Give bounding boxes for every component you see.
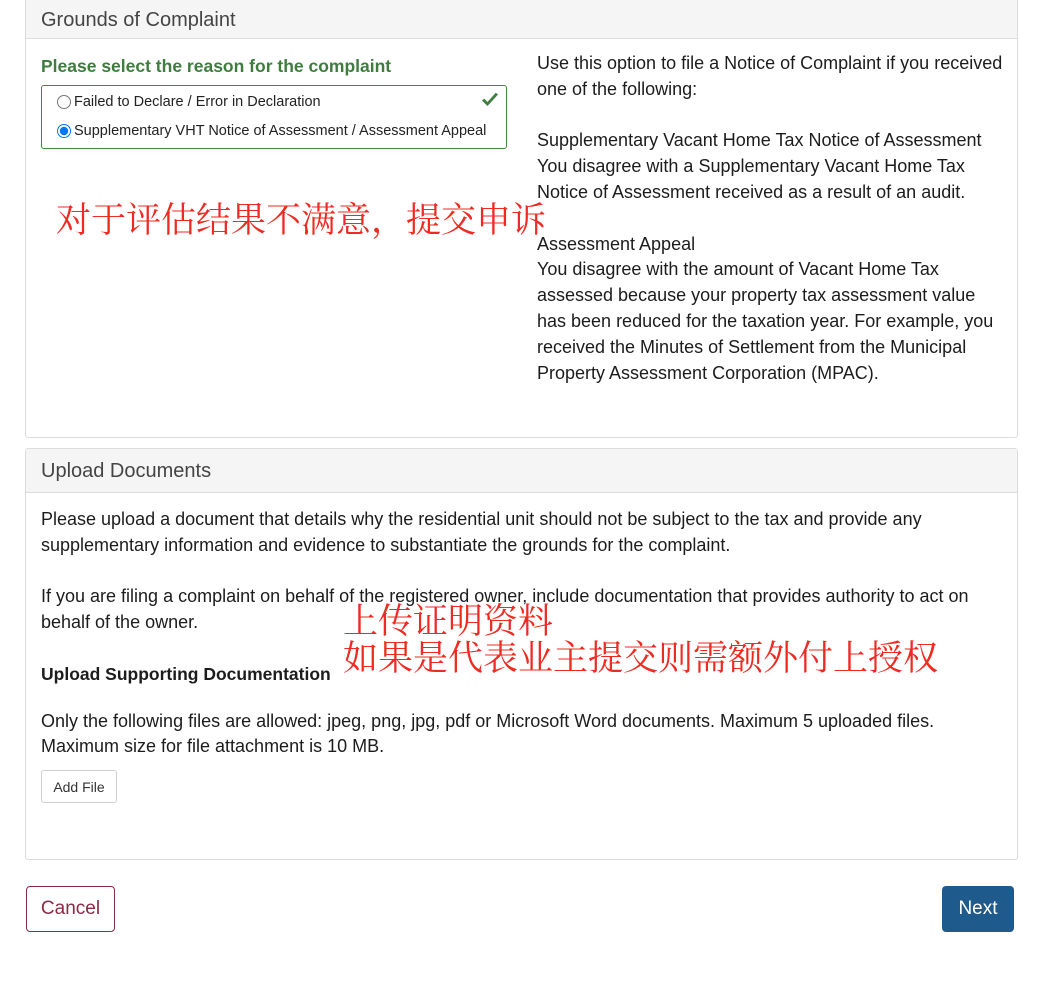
annotation-upload-note: 上传证明资料 bbox=[343, 602, 554, 642]
annotation-authorization-note: 如果是代表业主提交则需额外付上授权 bbox=[343, 639, 939, 679]
radio-label-supplementary-vht: Supplementary VHT Notice of Assessment / Assessment Appeal bbox=[74, 123, 487, 139]
reason-select-title: Please select the reason for the complaint bbox=[41, 56, 392, 76]
info-section1-title: Supplementary Vacant Home Tax Notice of Assessment bbox=[537, 130, 982, 151]
complaint-info-text bbox=[537, 51, 1007, 386]
radio-option-supplementary-vht[interactable] bbox=[57, 123, 486, 139]
upload-header bbox=[26, 449, 1017, 493]
annotation-complaint-note: 对于评估结果不满意，提交申诉 bbox=[56, 201, 547, 241]
reason-radio-group bbox=[41, 85, 507, 149]
info-section2-title: Assessment Appeal bbox=[537, 233, 696, 254]
grounds-header-title: Grounds of Complaint bbox=[41, 9, 236, 31]
checkmark-icon bbox=[481, 92, 499, 108]
radio-option-failed-to-declare[interactable] bbox=[57, 94, 321, 110]
upload-para2: If you are filing a complaint on behalf of the registered owner, include documentation that provides authority to act on behalf of the owner. bbox=[41, 586, 969, 633]
next-button[interactable]: Next bbox=[942, 886, 1014, 932]
upload-rules: Only the following files are allowed: jpeg, png, jpg, pdf or Microsoft Word documents. Maximum 5 uploaded files. Maximum size for file attachment is 10 MB. bbox=[41, 710, 935, 757]
radio-failed-to-declare[interactable] bbox=[57, 95, 71, 109]
radio-label-failed-to-declare: Failed to Declare / Error in Declaration bbox=[74, 94, 321, 110]
info-intro: Use this option to file a Notice of Complaint if you received one of the following: bbox=[537, 53, 1003, 99]
info-section1-body: You disagree with a Supplementary Vacant Home Tax Notice of Assessment received as a result of an audit. bbox=[537, 156, 966, 202]
add-file-button[interactable]: Add File bbox=[41, 770, 117, 803]
upload-para1: Please upload a document that details why the residential unit should not be subject to the tax and provide any supplementary information and evidence to substantiate the grounds for the complaint. bbox=[41, 509, 922, 555]
grounds-header bbox=[26, 0, 1017, 39]
cancel-button[interactable]: Cancel bbox=[26, 886, 115, 932]
upload-supporting-label: Upload Supporting Documentation bbox=[41, 663, 331, 684]
upload-header-title: Upload Documents bbox=[41, 460, 212, 482]
radio-supplementary-vht[interactable] bbox=[57, 124, 71, 138]
info-section2-body: You disagree with the amount of Vacant Home Tax assessed because your property tax assessment value has been reduced for the taxation year. For example, you received the Minutes of Settlement from the Municipal Property Assessment Corporation (MPAC). bbox=[537, 259, 994, 383]
